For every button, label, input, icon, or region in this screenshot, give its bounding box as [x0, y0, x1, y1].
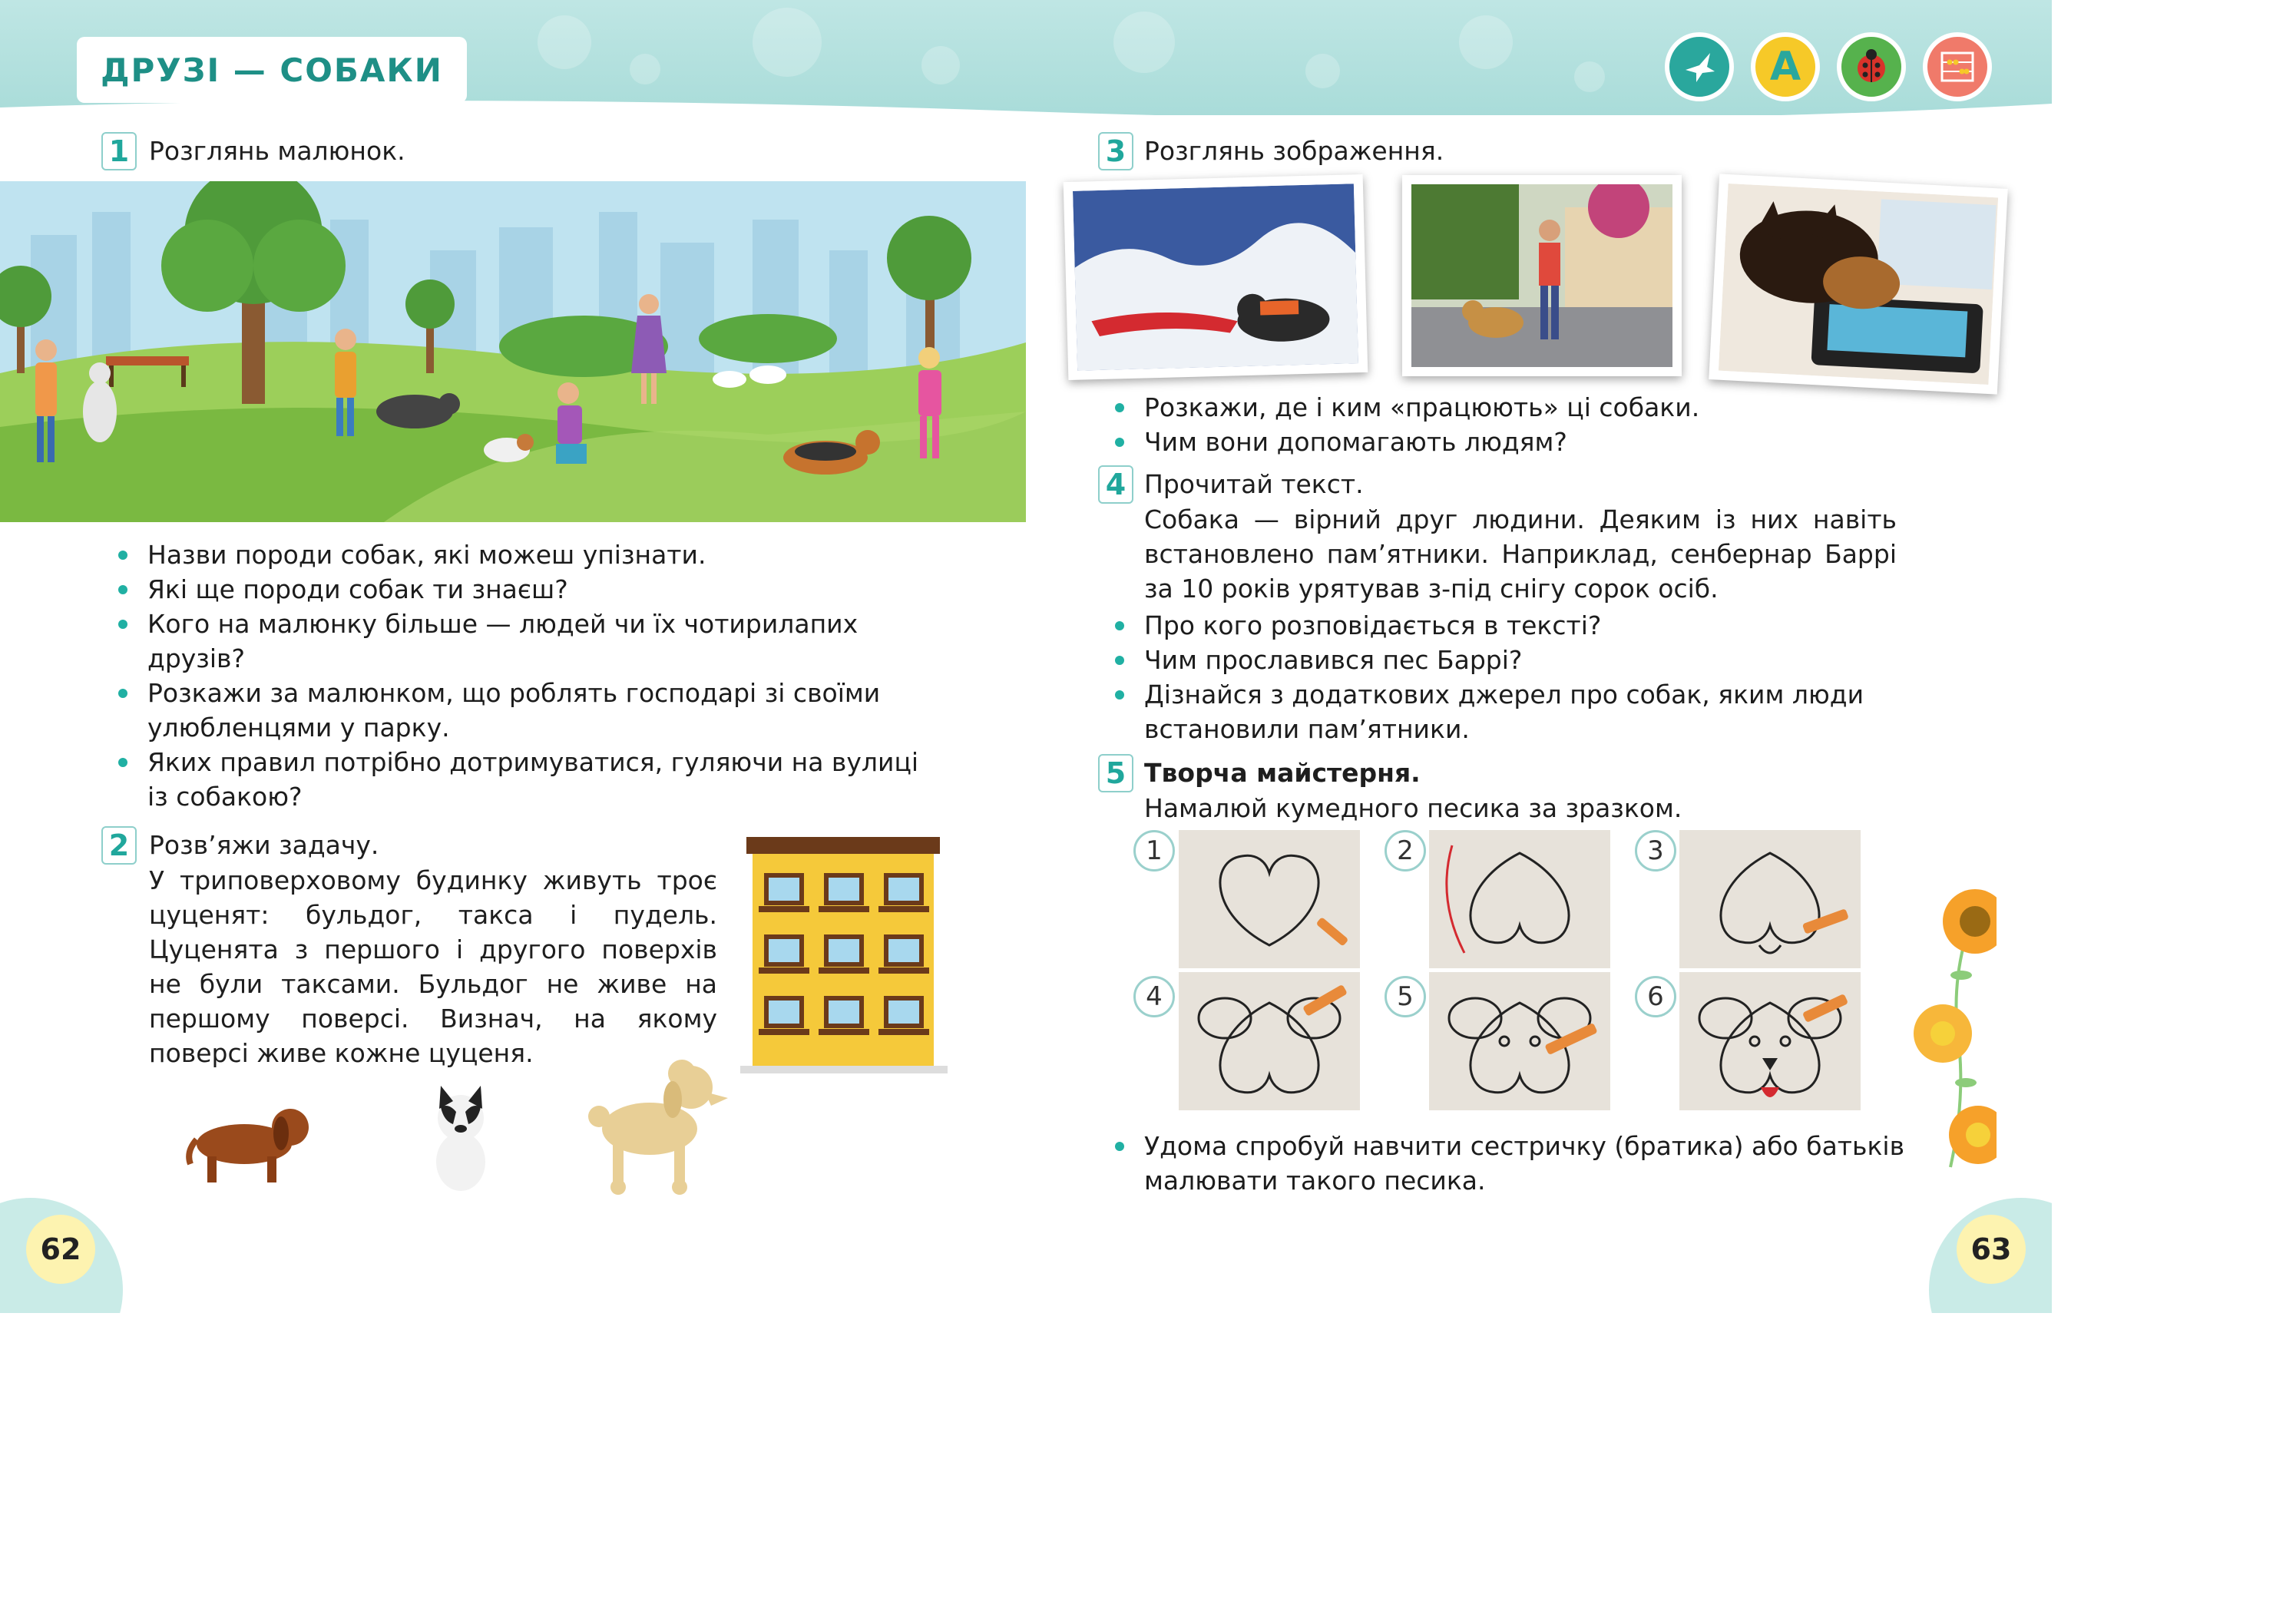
list-item: Чим прославився пес Баррі? — [1109, 643, 1907, 677]
step-number: 5 — [1385, 976, 1426, 1017]
task-3-questions — [1109, 390, 1954, 459]
task-4-questions — [1109, 608, 1907, 746]
list-item: Удома спробуй навчити сестричку (братика) або батьків малювати такого песика. — [1109, 1129, 1907, 1198]
flower-decoration — [1904, 883, 1997, 1175]
abacus-icon — [1923, 32, 1992, 101]
letter-a-icon — [1751, 32, 1820, 101]
drawing-step-5 — [1429, 972, 1610, 1110]
task-4-text: Собака — вірний друг людини. Деяким із них навіть встановлено пам’ятники. Наприклад, сенбернар Баррі за 10 років урятував з-під снігу сорок осіб. — [1144, 504, 1897, 604]
step-number: 1 — [1133, 830, 1175, 872]
step-number: 2 — [1385, 830, 1426, 872]
bird-icon — [1665, 32, 1734, 101]
list-item: Чим вони допомагають людям? — [1109, 425, 1954, 459]
task-2-label: Розв’яжи задачу. — [149, 830, 379, 860]
task-2-number: 2 — [101, 826, 137, 865]
list-item: Які ще породи собак ти знаєш? — [112, 572, 918, 607]
page-number-right: 63 — [1957, 1215, 2026, 1284]
page-title: ДРУЗІ — СОБАКИ — [77, 37, 467, 103]
photo-detection-dog — [1709, 174, 2008, 394]
task-4-number: 4 — [1098, 465, 1133, 504]
poodle-illustration — [576, 1052, 737, 1198]
drawing-step-4 — [1179, 972, 1360, 1110]
list-item: Про кого розповідається в тексті? — [1109, 608, 1907, 643]
ladybug-icon — [1837, 32, 1906, 101]
list-item: Розкажи за малюнком, що роблять господарі зі своїми улюбленцями у парку. — [112, 676, 923, 745]
photo-guide-dog — [1402, 175, 1682, 376]
drawing-step-2 — [1429, 830, 1610, 968]
drawing-step-3 — [1679, 830, 1861, 968]
step-number: 4 — [1133, 976, 1175, 1017]
task-3-label: Розглянь зображення. — [1144, 136, 1444, 166]
task-5-bullet — [1109, 1129, 1907, 1198]
drawing-step-6 — [1679, 972, 1861, 1110]
photo-rescue-dog — [1064, 174, 1368, 380]
page-number-left: 62 — [26, 1215, 95, 1284]
drawing-step-1 — [1179, 830, 1360, 968]
task-2-text: У триповерховому будинку живуть троє цуценят: бульдог, такса і пудель. Цуценята з першого і другого поверхів не були таксами. Бульдог не живе на першому поверсі. Визнач, на якому поверсі живе кожне цуценя. — [149, 865, 717, 1068]
list-item: Кого на малюнку більше — людей чи їх чотирилапих друзів? — [112, 607, 915, 676]
building-illustration — [736, 837, 951, 1075]
task-5-text: Намалюй кумедного песика за зразком. — [1144, 793, 1682, 823]
list-item: Розкажи, де і ким «працюють» ці собаки. — [1109, 390, 1954, 425]
step-number: 3 — [1635, 830, 1676, 872]
task-1-number: 1 — [101, 132, 137, 170]
park-illustration — [0, 181, 1026, 522]
task-3-number: 3 — [1098, 132, 1133, 170]
task-5-label: Творча майстерня. — [1144, 758, 1421, 788]
dachshund-illustration — [183, 1090, 321, 1190]
task-1-label: Розглянь малюнок. — [149, 136, 405, 166]
bulldog-illustration — [422, 1081, 499, 1196]
list-item: Назви породи собак, які можеш упізнати. — [112, 537, 918, 572]
letter-a-glyph: А — [1769, 44, 1801, 90]
task-1-questions — [112, 537, 918, 814]
task-4-label: Прочитай текст. — [1144, 469, 1364, 499]
task-5-number: 5 — [1098, 754, 1133, 792]
step-number: 6 — [1635, 976, 1676, 1017]
list-item: Яких правил потрібно дотримуватися, гуляючи на вулиці із собакою? — [112, 745, 946, 814]
list-item: Дізнайся з додаткових джерел про собак, яким люди встановили пам’ятники. — [1109, 677, 1897, 746]
